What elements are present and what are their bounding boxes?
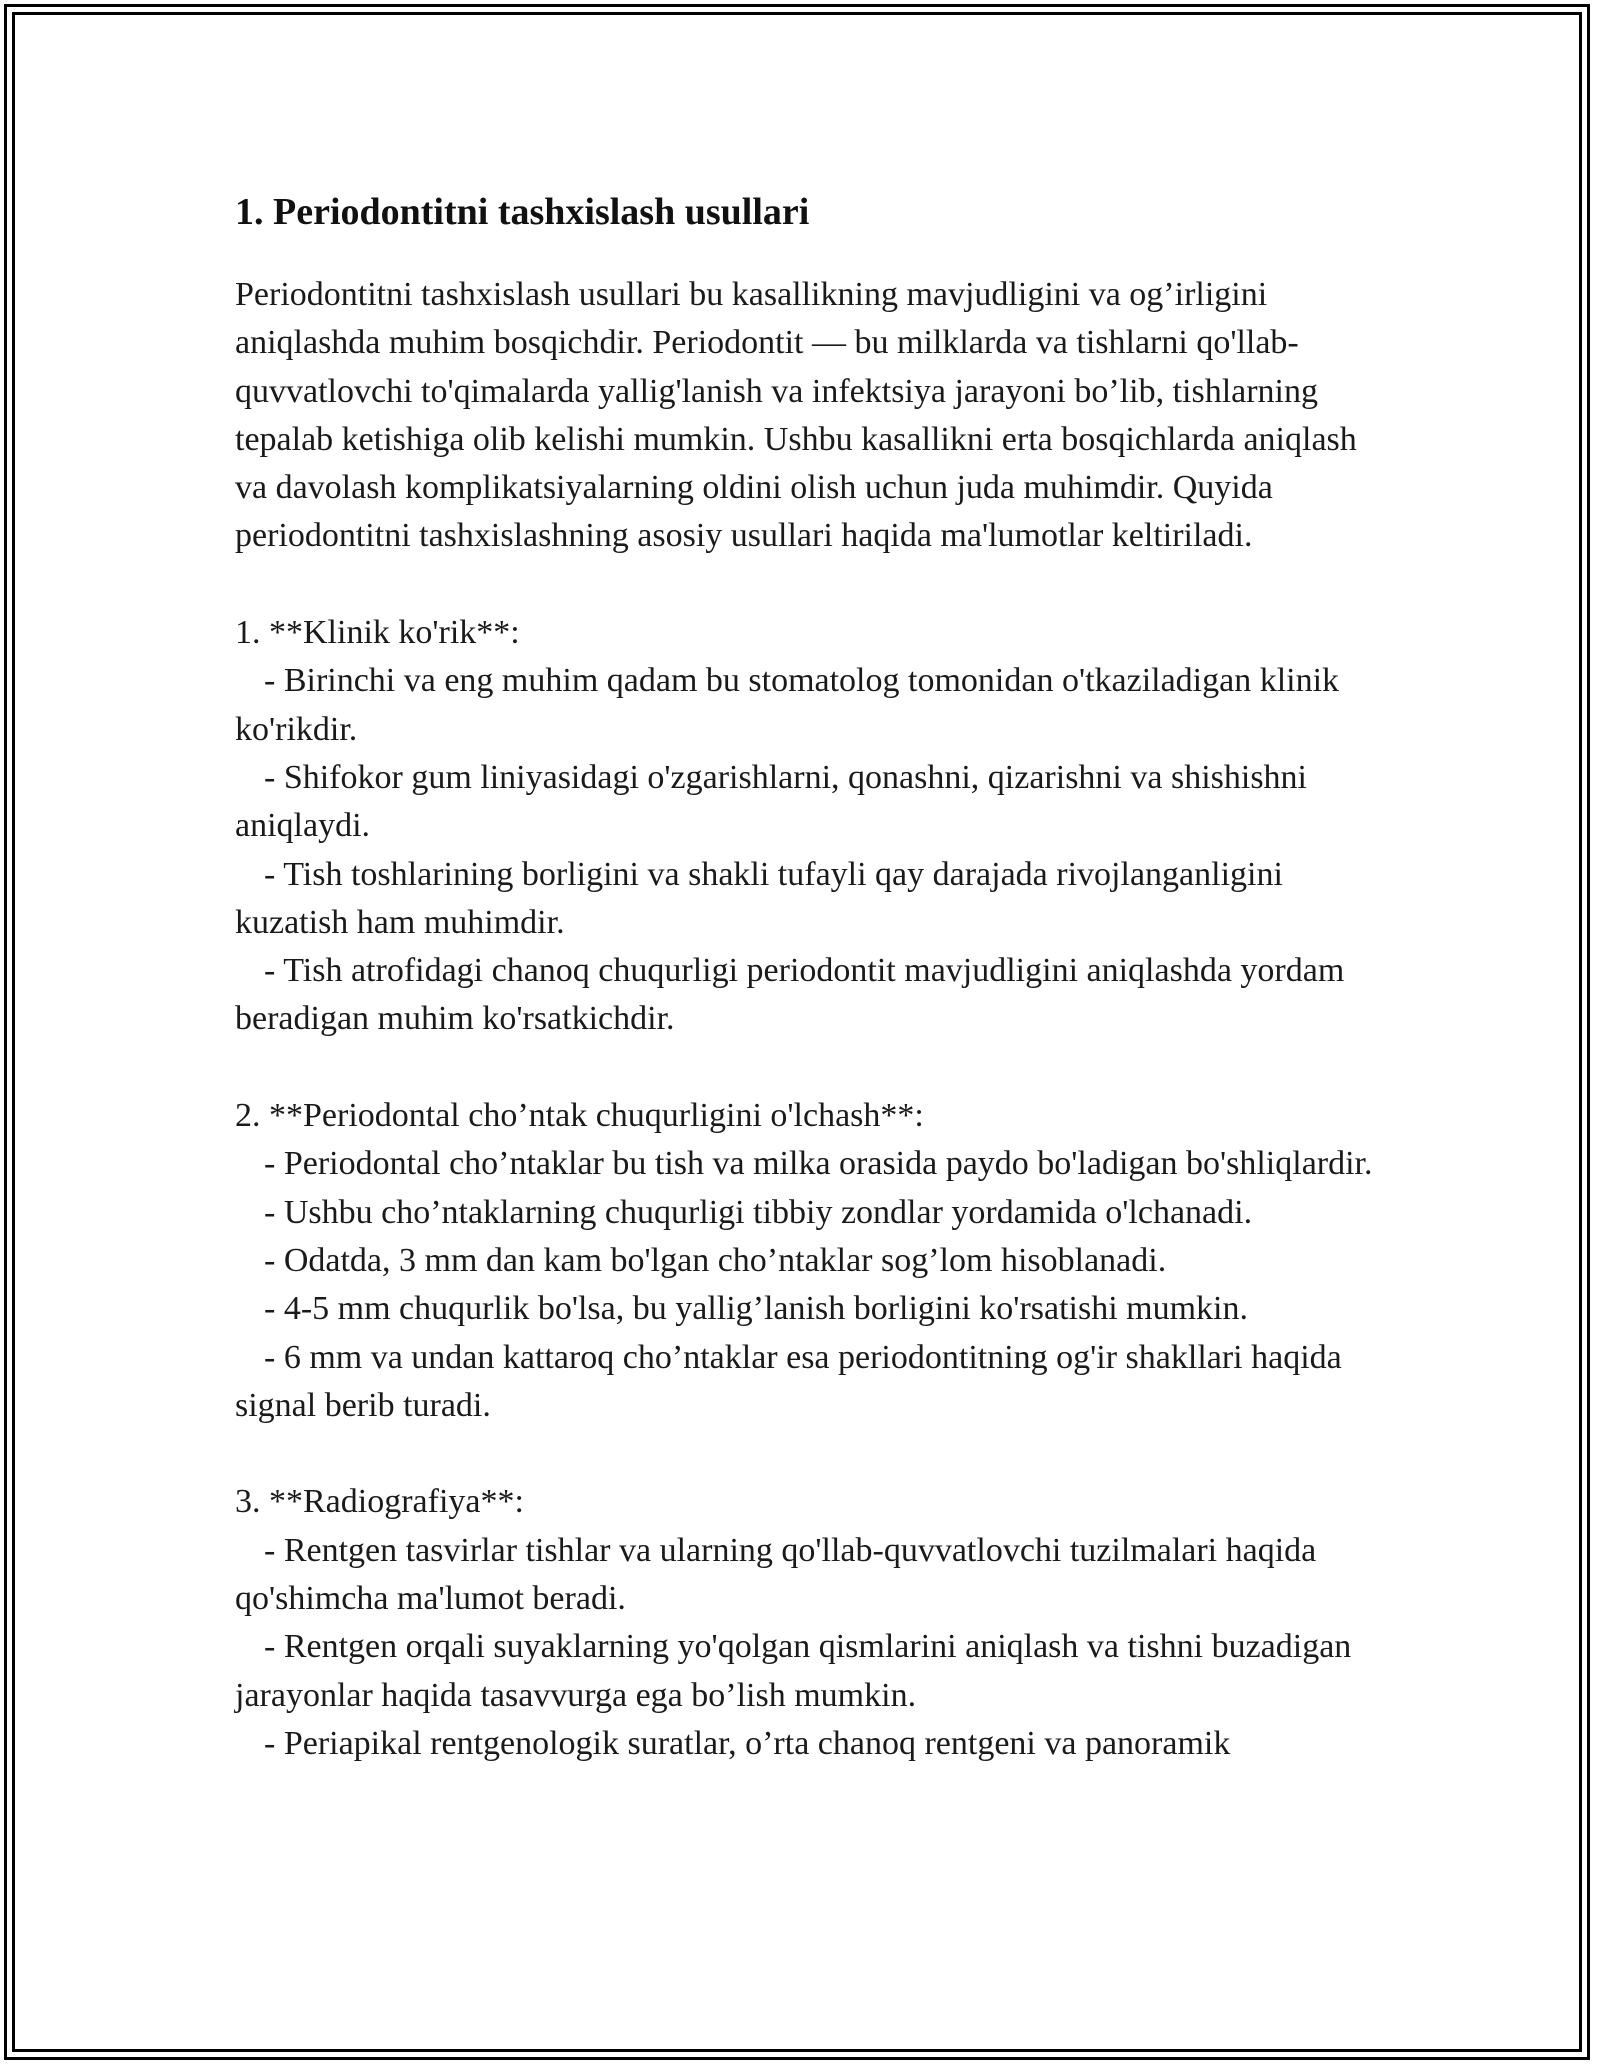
- list-item-text: - Rentgen orqali suyaklarning yo'qolgan qismlarini aniqlash va tishni buzadigan jarayonlar haqida tasavvurga ega bo’lish mumkin.: [235, 1628, 1352, 1714]
- list-item-text: - 4-5 mm chuqurlik bo'lsa, bu yallig’lanish borligini ko'rsatishi mumkin.: [264, 1290, 1248, 1328]
- intro-paragraph: Periodontitni tashxislash usullari bu kasallikning mavjudligini va og’irligini aniqlashda muhim bosqichdir. Periodontit — bu milklarda va tishlarni qo'llab-quvvatlovchi to'qimalarda yallig'lanish va infektsiya jarayoni bo’lib, tishlarning tepalab ketishiga olib kelishi mumkin. Ushbu kasallikni erta bosqichlarda aniqlash va davolash komplikatsiyalarning oldini olish uchun juda muhimdir. Quyida periodontitni tashxislashning asosiy usullari haqida ma'lumotlar keltiriladi.: [235, 276, 1357, 555]
- list-item-text: - Ushbu cho’ntaklarning chuqurligi tibbiy zondlar yordamida o'lchanadi.: [264, 1193, 1253, 1231]
- list-item: [235, 1140, 1375, 1188]
- list-item: [235, 1623, 1375, 1720]
- list-item-text: - Shifokor gum liniyasidagi o'zgarishlarni, qonashni, qizarishni va shishishni aniqlaydi.: [235, 758, 1307, 845]
- list-item-text: - Birinchi va eng muhim qadam bu stomatolog tomonidan o'tkaziladigan klinik ko'rikdir.: [235, 662, 1340, 748]
- list-item: [235, 1720, 1375, 1768]
- list-item: [235, 1527, 1375, 1624]
- list-item: [235, 1285, 1375, 1333]
- list-item: [235, 657, 1375, 754]
- list-item: [235, 754, 1375, 851]
- section-pocket-depth: [235, 1092, 1375, 1430]
- list-item: [235, 947, 1375, 1044]
- list-item-text: - 6 mm va undan kattaroq cho’ntaklar esa periodontitning og'ir shakllari haqida signal berib turadi.: [235, 1338, 1342, 1424]
- section-heading: 3. **Radiografiya**:: [235, 1483, 524, 1521]
- document-title: 1. Periodontitni tashxislash usullari: [235, 191, 810, 233]
- list-item: [235, 851, 1375, 948]
- section-heading: 2. **Periodontal cho’ntak chuqurligini o'lchash**:: [235, 1097, 924, 1135]
- section-heading: 1. **Klinik ko'rik**:: [235, 614, 520, 652]
- section-clinical-exam: [235, 609, 1375, 1044]
- document-body: [235, 185, 1375, 1768]
- list-item-text: - Periodontal cho’ntaklar bu tish va milka orasida paydo bo'ladigan bo'shliqlardir.: [264, 1145, 1373, 1183]
- list-item-text: - Rentgen tasvirlar tishlar va ularning qo'llab-quvvatlovchi tuzilmalari haqida qo'shimcha ma'lumot beradi.: [235, 1531, 1317, 1618]
- list-item: [235, 1189, 1375, 1237]
- list-item: [235, 1334, 1375, 1431]
- list-item-text: - Tish atrofidagi chanoq chuqurligi periodontit mavjudligini aniqlashda yordam beradigan muhim ko'rsatkichdir.: [235, 952, 1345, 1038]
- list-item-text: - Odatda, 3 mm dan kam bo'lgan cho’ntaklar sog’lom hisoblanadi.: [264, 1241, 1167, 1279]
- list-item-text: - Periapikal rentgenologik suratlar, o’rta chanoq rentgeni va panoramik: [264, 1724, 1231, 1762]
- list-item: [235, 1237, 1375, 1285]
- section-radiography: [235, 1478, 1375, 1768]
- list-item-text: - Tish toshlarining borligini va shakli tufayli qay darajada rivojlanganligini kuzatish ham muhimdir.: [235, 855, 1283, 941]
